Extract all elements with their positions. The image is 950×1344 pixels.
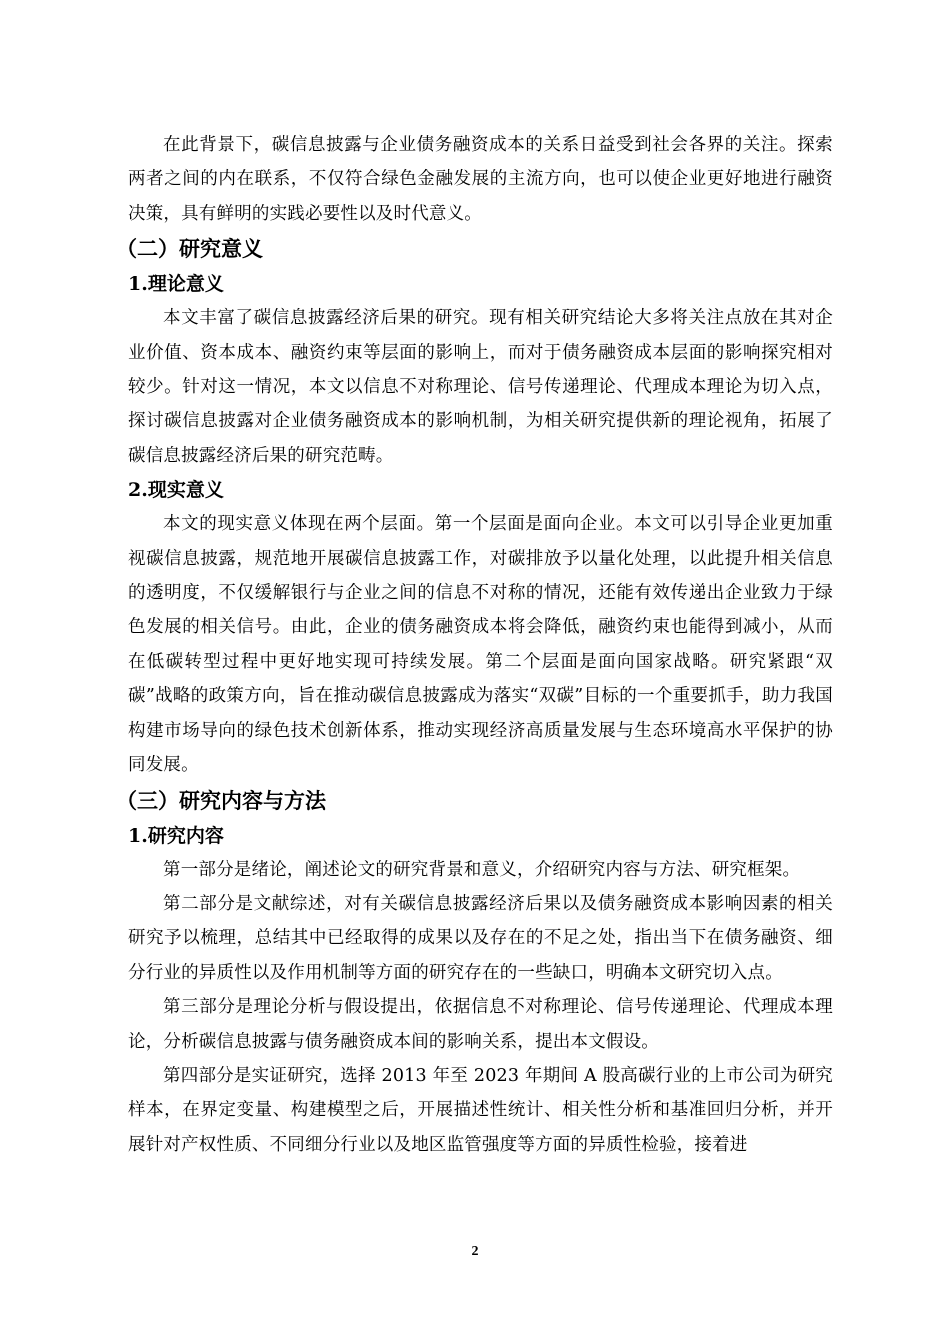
- part-three-paragraph: 第三部分是理论分析与假设提出，依据信息不对称理论、信号传递理论、代理成本理论，分析碳信息披露与债务融资成本间的影响关系，提出本文假设。: [128, 997, 833, 1052]
- theoretical-significance-paragraph: 本文丰富了碳信息披露经济后果的研究。现有相关研究结论大多将关注点放在其对企业价值、资本成本、融资约束等层面的影响上，而对于债务融资成本层面的影响探究相对较少。针对这一情况，本文以信息不对称理论、信号传递理论、代理成本理论为切入点，探讨碳信息披露对企业债务融资成本的影响机制，为相关研究提供新的理论视角，拓展了碳信息披露经济后果的研究范畴。: [128, 308, 833, 466]
- page-number: 2: [471, 1244, 479, 1259]
- section-heading-content-method: （三）研究内容与方法: [116, 787, 326, 813]
- page-body: [116, 128, 833, 1162]
- subheading-theoretical-significance: 1.理论意义: [128, 273, 224, 296]
- part-two-paragraph: 第二部分是文献综述，对有关碳信息披露经济后果以及债务融资成本影响因素的相关研究予以梳理，总结其中已经取得的成果以及存在的不足之处，指出当下在债务融资、细分行业的异质性以及作用机制等方面的研究存在的一些缺口，明确本文研究切入点。: [128, 893, 833, 983]
- background-conclusion-paragraph: 在此背景下，碳信息披露与企业债务融资成本的关系日益受到社会各界的关注。探索两者之间的内在联系，不仅符合绿色金融发展的主流方向，也可以使企业更好地进行融资决策，具有鲜明的实践必要性以及时代意义。: [128, 135, 833, 224]
- section-heading-significance: （二）研究意义: [116, 236, 263, 262]
- subheading-research-content: 1.研究内容: [128, 824, 224, 847]
- part-one-paragraph: 第一部分是绪论，阐述论文的研究背景和意义，介绍研究内容与方法、研究框架。: [163, 859, 801, 880]
- practical-significance-paragraph: 本文的现实意义体现在两个层面。第一个层面是面向企业。本文可以引导企业更加重视碳信息披露，规范地开展碳信息披露工作，对碳排放予以量化处理，以此提升相关信息的透明度，不仅缓解银行与企业之间的信息不对称的情况，还能有效传递出企业致力于绿色发展的相关信号。由此，企业的债务融资成本将会降低，融资约束也能得到减小，从而在低碳转型过程中更好地实现可持续发展。第二个层面是面向国家战略。研究紧跟“双碳”战略的政策方向，旨在推动碳信息披露成为落实“双碳”目标的一个重要抓手，助力我国构建市场导向的绿色技术创新体系，推动实现经济高质量发展与生态环境高水平保护的协同发展。: [128, 514, 833, 776]
- part-four-paragraph: 第四部分是实证研究，选择 2013 年至 2023 年期间 A 股高碳行业的上市公司为研究样本，在界定变量、构建模型之后，开展描述性统计、相关性分析和基准回归分析，并开展针对产权性质、不同细分行业以及地区监管强度等方面的异质性检验，接着进: [128, 1065, 833, 1155]
- subheading-practical-significance: 2.现实意义: [128, 479, 224, 502]
